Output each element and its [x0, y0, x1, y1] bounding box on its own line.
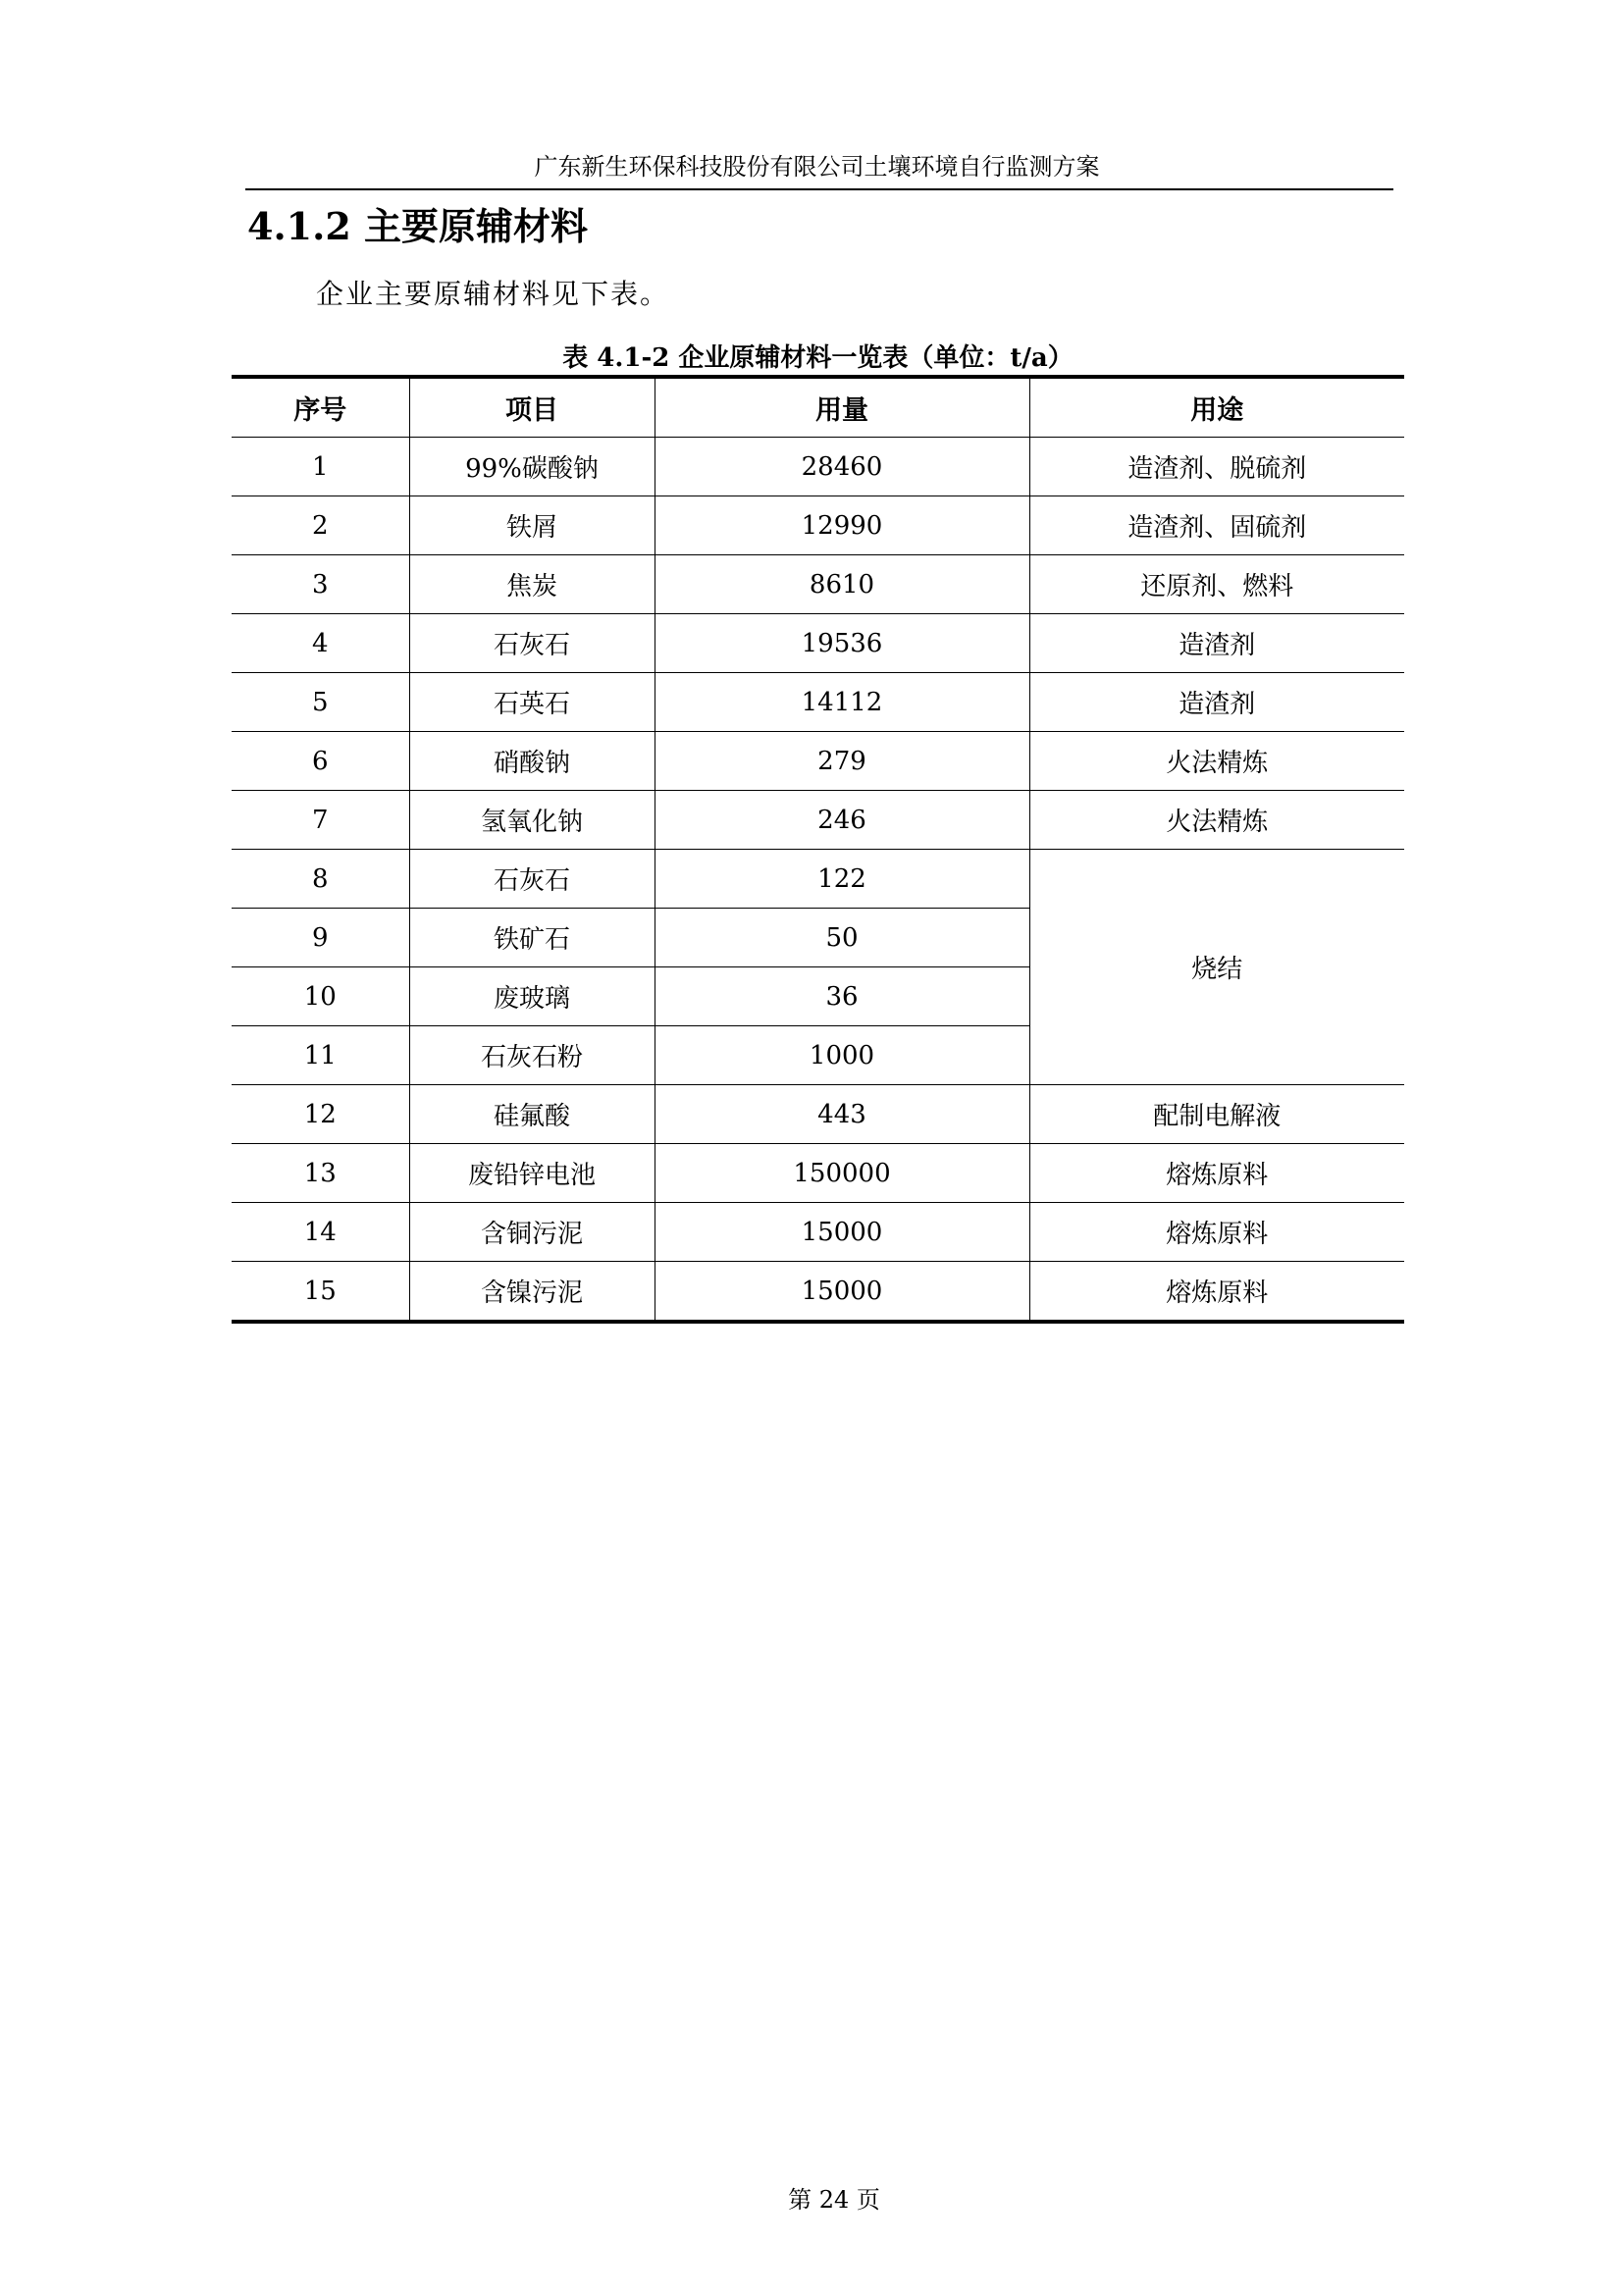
cell-item: 99%碳酸钠 [409, 438, 655, 496]
cell-use: 造渣剂 [1029, 673, 1404, 732]
cell-item: 石灰石 [409, 850, 655, 909]
cell-amount: 1000 [655, 1026, 1029, 1085]
column-header-item: 项目 [409, 377, 655, 438]
cell-item: 废玻璃 [409, 967, 655, 1026]
cell-amount: 8610 [655, 555, 1029, 614]
cell-no: 13 [232, 1144, 409, 1203]
cell-no: 3 [232, 555, 409, 614]
cell-amount: 150000 [655, 1144, 1029, 1203]
table-row [232, 1085, 1404, 1144]
cell-no: 11 [232, 1026, 409, 1085]
cell-no: 14 [232, 1203, 409, 1262]
cell-use: 还原剂、燃料 [1029, 555, 1404, 614]
cell-use: 造渣剂、固硫剂 [1029, 496, 1404, 555]
header-rule [245, 188, 1393, 190]
cell-amount: 14112 [655, 673, 1029, 732]
cell-amount: 15000 [655, 1203, 1029, 1262]
cell-amount: 12990 [655, 496, 1029, 555]
cell-amount: 36 [655, 967, 1029, 1026]
cell-use: 火法精炼 [1029, 791, 1404, 850]
cell-amount: 246 [655, 791, 1029, 850]
cell-no: 1 [232, 438, 409, 496]
table-row [232, 732, 1404, 791]
table-row [232, 555, 1404, 614]
cell-item: 含镍污泥 [409, 1262, 655, 1323]
table-row [232, 1203, 1404, 1262]
page-number: 第 24 页 [788, 2186, 880, 2214]
intro-paragraph: 企业主要原辅材料见下表。 [316, 278, 670, 310]
cell-no: 8 [232, 850, 409, 909]
cell-item: 石英石 [409, 673, 655, 732]
column-header-no: 序号 [232, 377, 409, 438]
materials-table [232, 375, 1404, 1324]
cell-item: 石灰石 [409, 614, 655, 673]
cell-no: 7 [232, 791, 409, 850]
cell-amount: 279 [655, 732, 1029, 791]
cell-use: 配制电解液 [1029, 1085, 1404, 1144]
column-header-use: 用途 [1029, 377, 1404, 438]
cell-item: 含铜污泥 [409, 1203, 655, 1262]
cell-amount: 15000 [655, 1262, 1029, 1323]
table-caption: 表 4.1-2 企业原辅材料一览表（单位：t/a） [562, 343, 1074, 373]
column-header-amount: 用量 [655, 377, 1029, 438]
page-header: 广东新生环保科技股份有限公司土壤环境自行监测方案 [534, 153, 1100, 181]
cell-no: 12 [232, 1085, 409, 1144]
cell-use-merged: 烧结 [1029, 850, 1404, 1085]
table-row [232, 614, 1404, 673]
cell-no: 15 [232, 1262, 409, 1323]
table-row [232, 791, 1404, 850]
section-title: 4.1.2 主要原辅材料 [247, 204, 589, 248]
cell-use: 造渣剂、脱硫剂 [1029, 438, 1404, 496]
cell-no: 5 [232, 673, 409, 732]
cell-item: 焦炭 [409, 555, 655, 614]
cell-amount: 443 [655, 1085, 1029, 1144]
table-row [232, 1144, 1404, 1203]
cell-amount: 19536 [655, 614, 1029, 673]
cell-no: 9 [232, 909, 409, 967]
cell-use: 熔炼原料 [1029, 1144, 1404, 1203]
cell-no: 10 [232, 967, 409, 1026]
cell-use: 熔炼原料 [1029, 1262, 1404, 1323]
cell-item: 石灰石粉 [409, 1026, 655, 1085]
cell-use: 熔炼原料 [1029, 1203, 1404, 1262]
table-row [232, 1262, 1404, 1323]
table-row [232, 673, 1404, 732]
cell-use: 造渣剂 [1029, 614, 1404, 673]
cell-item: 废铅锌电池 [409, 1144, 655, 1203]
cell-no: 2 [232, 496, 409, 555]
table-header-row [232, 377, 1404, 438]
cell-item: 铁矿石 [409, 909, 655, 967]
cell-no: 6 [232, 732, 409, 791]
cell-amount: 122 [655, 850, 1029, 909]
table-row [232, 438, 1404, 496]
table-row [232, 496, 1404, 555]
cell-item: 铁屑 [409, 496, 655, 555]
cell-no: 4 [232, 614, 409, 673]
cell-amount: 28460 [655, 438, 1029, 496]
cell-item: 硅氟酸 [409, 1085, 655, 1144]
table-row [232, 850, 1404, 909]
cell-amount: 50 [655, 909, 1029, 967]
cell-item: 硝酸钠 [409, 732, 655, 791]
cell-use: 火法精炼 [1029, 732, 1404, 791]
cell-item: 氢氧化钠 [409, 791, 655, 850]
